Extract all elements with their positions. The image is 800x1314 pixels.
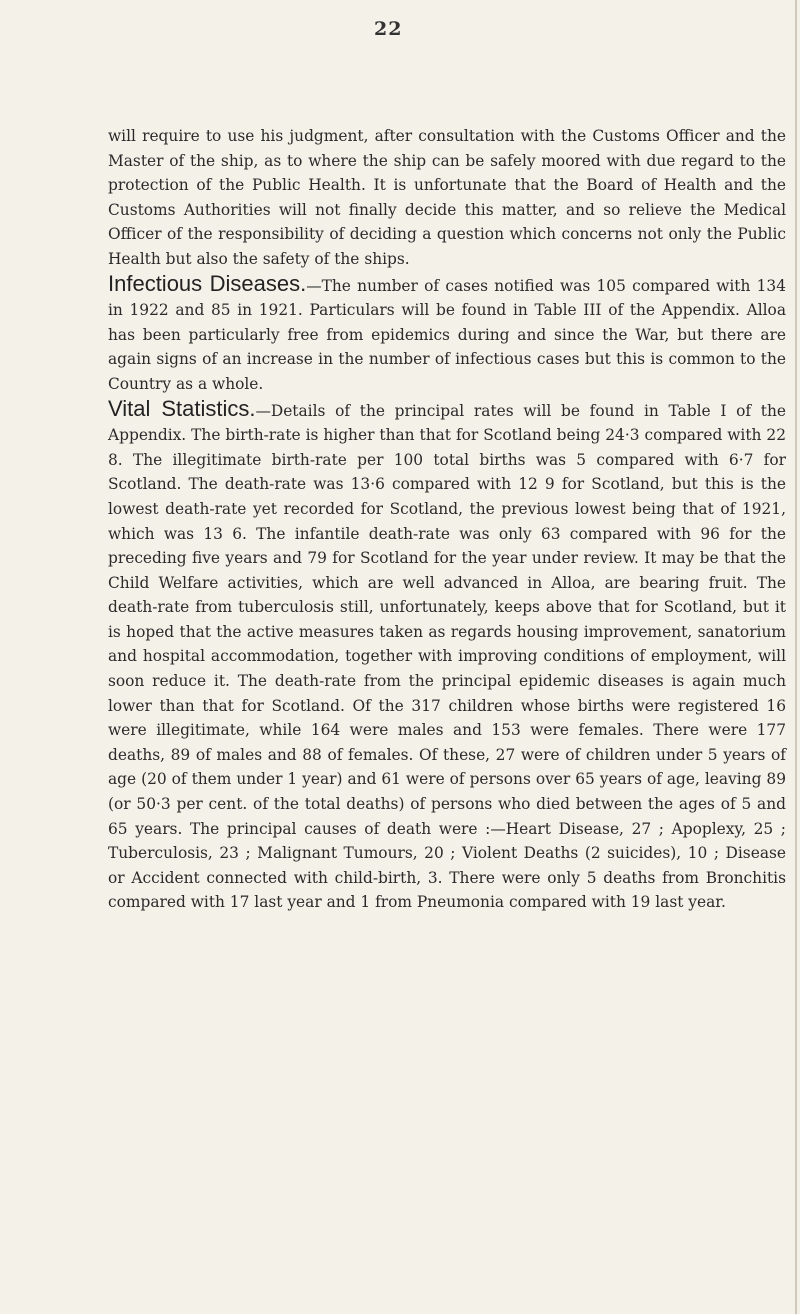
paragraph-customs (108, 124, 786, 272)
page-number: 22 (374, 18, 403, 40)
paragraph-text: will require to use his judgment, after consultation with the Customs Officer and the Master of the ship, as to where the ship can be safely moored with due regard to the protection of the Public Health. It is unfortunate that the Board of Health and the Customs Authorities will not finally decide this matter, and so relieve the Medical Officer of the responsibility of deciding a question which concerns not only the Public Health but also the safety of the ships. (108, 127, 786, 268)
paragraph-text: —Details of the principal rates will be found in Table I of the Appendix. The birth-rate is higher than that for Scotland being 24·3 compared with 22 8. The illegitimate birth-rate per 100 total births was 5 compared with 6·7 for Scotland. The death-rate was 13·6 compared with 12 9 for Scotland, but this is the lowest death-rate yet recorded for Scotland, the previous lowest being that of 1921, which was 13 6. The infantile death-rate was only 63 compared with 96 for the preceding five years and 79 for Scotland for the year under review. It may be that the Child Welfare activities, which are well advanced in Alloa, are bearing fruit. The death-rate from tuberculosis still, unfortunately, keeps above that for Scotland, but it is hoped that the active measures taken as regards housing improvement, sanatorium and hospital accommodation, together with improving conditions of employment, will soon reduce it. The death-rate from the principal epidemic diseases is again much lower than that for Scotland. Of the 317 children whose births were registered 16 were illegitimate, while 164 were males and 153 were females. There were 177 deaths, 89 of males and 88 of females. Of these, 27 were of children under 5 years of age (20 of them under 1 year) and 61 were of persons over 65 years of age, leaving 89 (or 50·3 per cent. of the total deaths) of persons who died between the ages of 5 and 65 years. The principal causes of death were :—Heart Disease, 27 ; Apoplexy, 25 ; Tuberculosis, 23 ; Malignant Tumours, 20 ; Violent Deaths (2 suicides), 10 ; Disease or Accident connected with child-birth, 3. There were only 5 deaths from Bronchitis compared with 17 last year and 1 from Pneumonia compared with 19 last year. (108, 401, 787, 912)
section-heading-infectious-diseases: Infectious Diseases. (108, 270, 307, 296)
paragraph-vital-statistics (108, 397, 786, 915)
paragraph-infectious-diseases (108, 272, 786, 397)
document-body (108, 124, 786, 915)
paragraph-text: —The number of cases notified was 105 compared with 134 in 1922 and 85 in 1921. Particulars will be found in Table III of the Appendix. Alloa has been particularly free from epidemics during and since the War, but there are again signs of an increase in the number of infectious cases but this is common to the Country as a whole. (108, 276, 787, 393)
section-heading-vital-statistics: Vital Statistics. (108, 395, 256, 421)
page-edge (795, 0, 797, 1314)
